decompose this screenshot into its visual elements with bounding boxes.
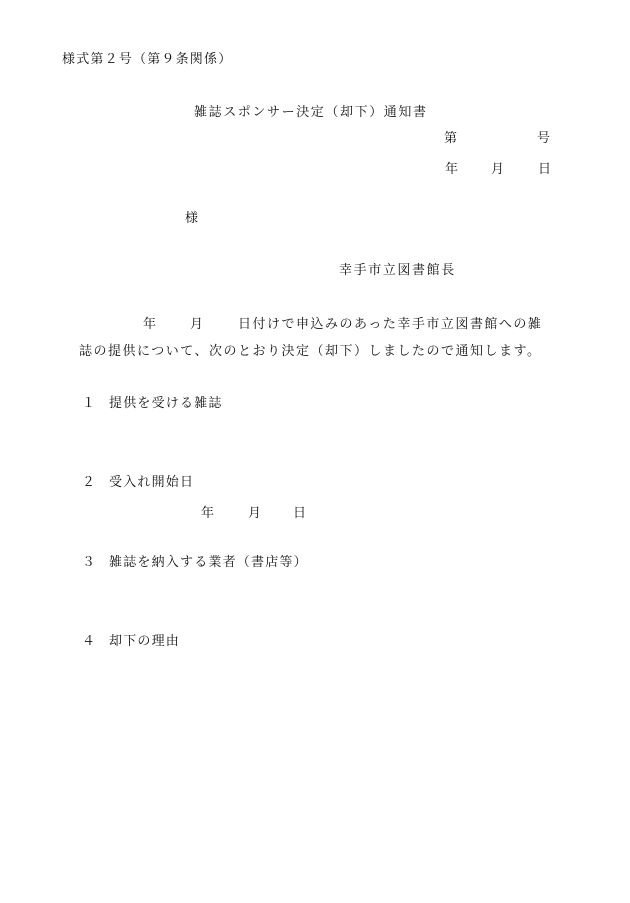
document-title: 雑誌スポンサー決定（却下）通知書 [194,105,428,120]
start-date-day: 日 [293,506,308,521]
item-label: 提供を受ける雑誌 [109,396,223,411]
item-3 [82,555,308,571]
body-date-month: 月 [190,317,205,332]
sender: 幸手市立図書館長 [339,263,456,278]
item-number: ２ [82,475,97,490]
item-number: １ [82,396,97,411]
body-line-1 [0,317,630,333]
header-date-month: 月 [491,162,506,177]
body-line-1-text: 日付けで申込みのあった幸手市立図書館への雑 [238,317,543,332]
body-line-2: 誌の提供について、次のとおり決定（却下）しましたので通知します。 [79,344,542,359]
start-date-year: 年 [201,506,216,521]
item-1 [82,396,223,412]
item-number: ４ [82,634,97,649]
header-date-year: 年 [445,162,460,177]
document-number-prefix: 第 [444,131,459,146]
body-date-year: 年 [143,317,158,332]
item-2 [82,475,194,491]
start-date [201,502,311,521]
item-label: 受入れ開始日 [109,475,195,490]
item-number: ３ [82,555,97,570]
document-number-suffix: 号 [537,131,552,146]
item-4 [82,634,180,650]
header-date-day: 日 [538,162,553,177]
addressee: 様 [185,211,200,226]
header-date [445,158,555,177]
item-label: 雑誌を納入する業者（書店等） [109,555,308,570]
form-label: 様式第２号（第９条関係） [62,52,233,67]
item-label: 却下の理由 [109,634,181,649]
start-date-month: 月 [248,506,263,521]
